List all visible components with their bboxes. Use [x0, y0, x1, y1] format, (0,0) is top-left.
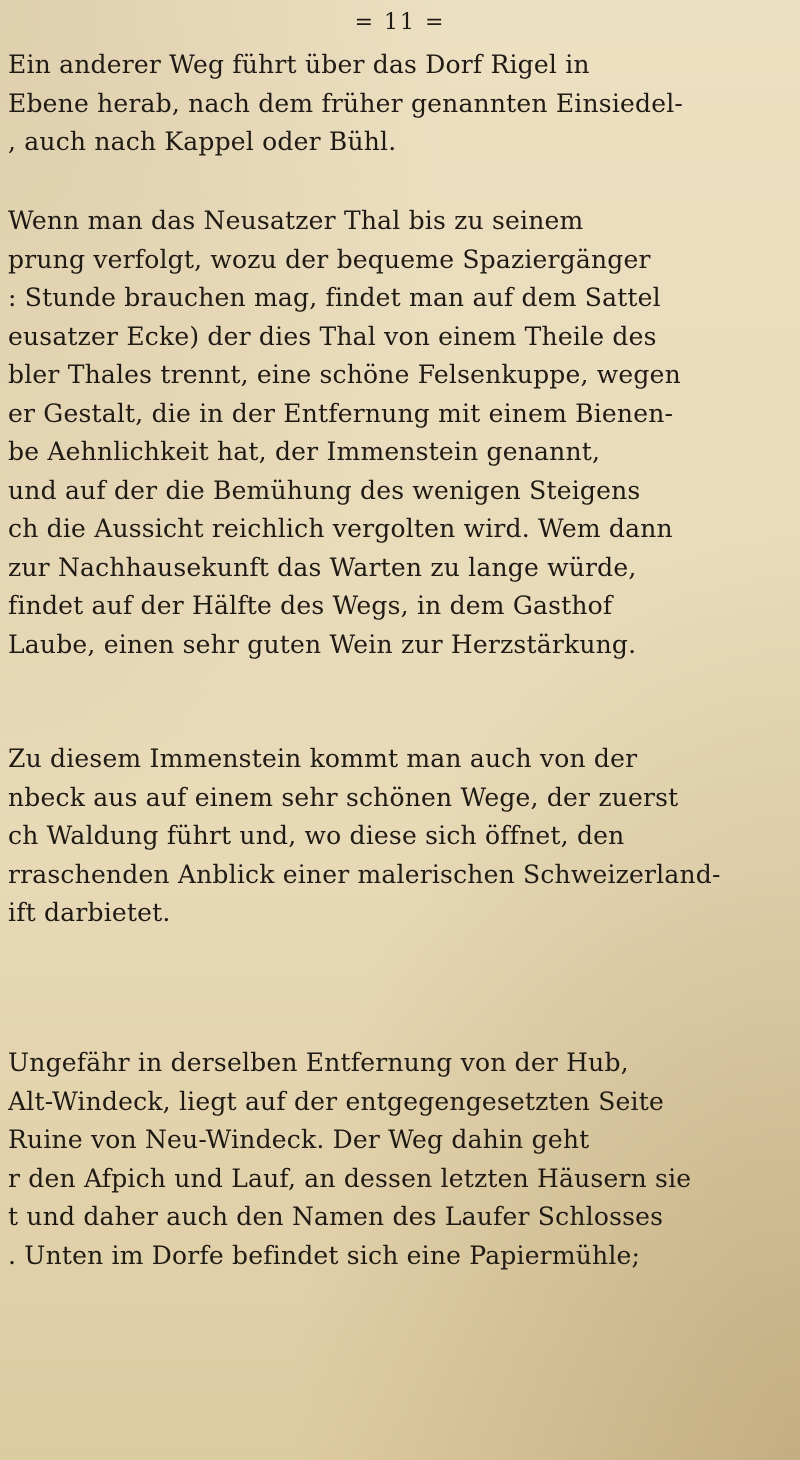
- text-line: Ein anderer Weg führt über das Dorf Rigel in: [8, 50, 590, 79]
- text-line: : Stunde brauchen mag, findet man auf dem Sattel: [8, 283, 661, 312]
- text-line: prung verfolgt, wozu der bequeme Spaziergänger: [8, 244, 651, 274]
- text-line: rraschenden Anblick einer malerischen Schweizerland-: [8, 859, 721, 889]
- text-line: Ungefähr in derselben Entfernung von der Hub,: [8, 1048, 629, 1077]
- text-line: Wenn man das Neusatzer Thal bis zu seinem: [8, 206, 584, 235]
- text-line: t und daher auch den Namen des Laufer Schlosses: [8, 1202, 664, 1231]
- text-line: bler Thales trennt, eine schöne Felsenkuppe, wegen: [8, 360, 681, 389]
- text-line: ift darbietet.: [8, 898, 171, 927]
- text-line: er Gestalt, die in der Entfernung mit einem Bienen-: [8, 398, 674, 428]
- text-line: r den Afpich und Lauf, an dessen letzten Häusern sie: [8, 1163, 692, 1193]
- paragraph-2: [8, 202, 798, 664]
- text-line: Laube, einen sehr guten Wein zur Herzstärkung.: [8, 629, 637, 659]
- text-line: be Aehnlichkeit hat, der Immenstein genannt,: [8, 437, 601, 466]
- text-line: zur Nachhausekunft das Warten zu lange würde,: [8, 552, 637, 582]
- text-line: ch die Aussicht reichlich vergolten wird. Wem dann: [8, 514, 673, 543]
- paragraph-1: [8, 46, 798, 162]
- paragraph-4: [8, 1044, 798, 1275]
- text-line: findet auf der Hälfte des Wegs, in dem Gasthof: [8, 591, 613, 620]
- text-line: Ruine von Neu-Windeck. Der Weg dahin geht: [8, 1125, 590, 1154]
- text-line: . Unten im Dorfe befindet sich eine Papiermühle;: [8, 1240, 641, 1270]
- paragraph-3: [8, 740, 798, 933]
- page-number: = 11 =: [354, 10, 446, 35]
- text-line: Ebene herab, nach dem früher genannten Einsiedel-: [8, 88, 684, 118]
- text-line: Alt-Windeck, liegt auf der entgegengesetzten Seite: [8, 1086, 664, 1116]
- text-line: eusatzer Ecke) der dies Thal von einem Theile des: [8, 321, 657, 351]
- text-line: ch Waldung führt und, wo diese sich öffnet, den: [8, 821, 625, 850]
- text-line: nbeck aus auf einem sehr schönen Wege, der zuerst: [8, 782, 679, 812]
- text-line: , auch nach Kappel oder Bühl.: [8, 127, 397, 156]
- text-line: und auf der die Bemühung des wenigen Steigens: [8, 475, 641, 505]
- text-line: Zu diesem Immenstein kommt man auch von der: [8, 744, 638, 773]
